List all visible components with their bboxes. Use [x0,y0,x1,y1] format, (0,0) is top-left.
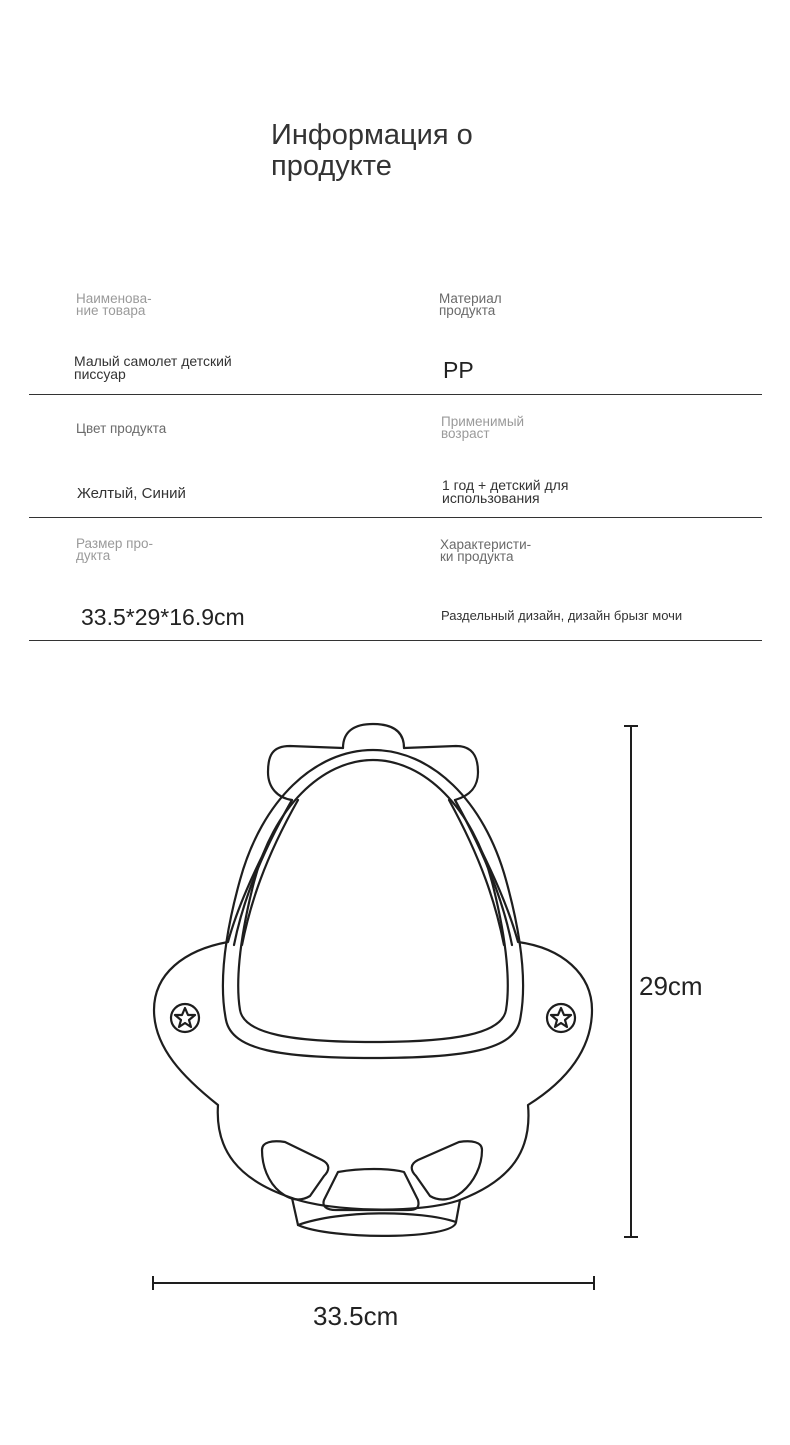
product-features-label: Характеристи- ки продукта [440,537,532,564]
height-dimension-label: 29cm [639,971,703,1001]
applicable-age-label: Применимый возраст [441,414,525,441]
product-features-value: Раздельный дизайн, дизайн брызг мочи [441,608,683,623]
product-color-value: Желтый, Синий [77,485,186,502]
product-size-value: 33.5*29*16.9cm [81,604,245,630]
material-label: Материал продукта [439,291,502,318]
page-title: Информация о продукте [271,119,473,182]
row-divider [29,394,762,395]
product-name-value: Малый самолет детский писсуар [74,353,232,382]
applicable-age-value: 1 год + детский для использования [442,477,569,506]
product-name-label: Наименова- ние товара [76,291,152,318]
material-value: PP [443,357,474,383]
product-size-label: Размер про- дукта [76,536,153,563]
product-line-drawing [0,700,790,1380]
row-divider [29,640,762,641]
width-dimension-label: 33.5cm [313,1301,399,1331]
row-divider [29,517,762,518]
product-color-label: Цвет продукта [76,421,167,436]
